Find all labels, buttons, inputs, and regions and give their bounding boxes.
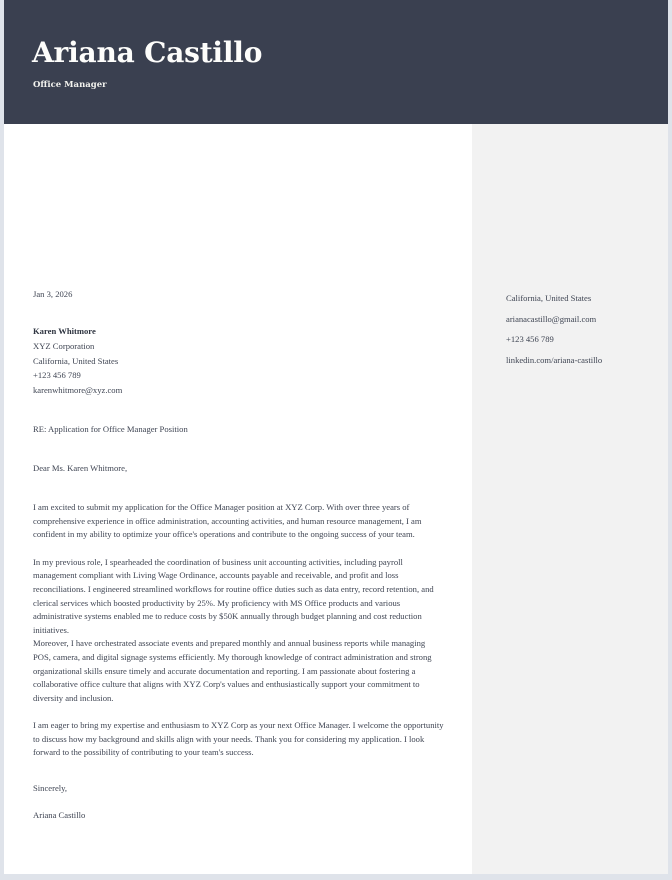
contact-location: California, United States	[506, 293, 592, 303]
recipient-block	[33, 324, 472, 398]
letter-paragraph-2: In my previous role, I spearheaded the coordination of business unit accounting activities, including payroll management compliant with Living Wage Ordinance, accounts payable and receivable, and profit and loss reconciliations. I engineered streamlined workflows for routine office duties such as data entry, record retention, and clerical services which boosted productivity by 25%. My proficiency with MS Office products and various administrative systems enabled me to reduce costs by $50K annually through budget planning and cost reduction initiatives.	[33, 556, 434, 635]
document-page	[4, 0, 668, 874]
contact-email[interactable]: arianacastillo@gmail.com	[506, 313, 597, 324]
recipient-name: Karen Whitmore	[33, 326, 96, 336]
contact-linkedin[interactable]: linkedin.com/ariana-castillo	[506, 354, 603, 365]
recipient-company: XYZ Corporation	[33, 340, 95, 351]
letter-paragraph-1: I am excited to submit my application for the Office Manager position at XYZ Corp. With over three years of comprehensive experience in office administration, accounting activities, and human resource management, I am confident in my ability to optimize your office's operations and contribute to the ongoing success of your team.	[33, 501, 422, 540]
letter-body-area	[4, 124, 668, 874]
letter-subject: RE: Application for Office Manager Position	[33, 423, 188, 434]
letter-date: Jan 3, 2026	[33, 289, 73, 299]
letter-salutation: Dear Ms. Karen Whitmore,	[33, 462, 128, 473]
contact-sidebar	[472, 124, 668, 874]
recipient-phone: +123 456 789	[33, 370, 81, 381]
applicant-name: Ariana Castillo	[32, 36, 263, 69]
letter-signature-name: Ariana Castillo	[33, 810, 86, 821]
applicant-job-title: Office Manager	[33, 80, 107, 90]
letter-paragraph-4: I am eager to bring my expertise and enthusiasm to XYZ Corp as your next Office Manager. I welcome the opportunity to discuss how my background and skills align with your needs. Thank you for considering my application. I look forward to the possibility of contributing to your team's success.	[33, 720, 444, 758]
recipient-location: California, United States	[33, 355, 119, 366]
letter-paragraph-3: Moreover, I have orchestrated associate events and prepared monthly and annual business reports while managing POS, camera, and digital signage systems efficiently. My thorough knowledge of contract administration and strong organizational skills ensure timely and accurate documentation and reporting. I am passionate about fostering a collaborative office culture that aligns with XYZ Corp's values and enthusiastically support your commitment to diversity and inclusion.	[33, 638, 432, 703]
contact-phone: +123 456 789	[506, 334, 554, 344]
recipient-email: karenwhitmore@xyz.com	[33, 385, 123, 396]
letter-paragraphs	[33, 501, 444, 760]
letter-header	[4, 0, 668, 124]
letter-main-column	[4, 124, 472, 874]
letter-closing: Sincerely,	[33, 783, 68, 794]
